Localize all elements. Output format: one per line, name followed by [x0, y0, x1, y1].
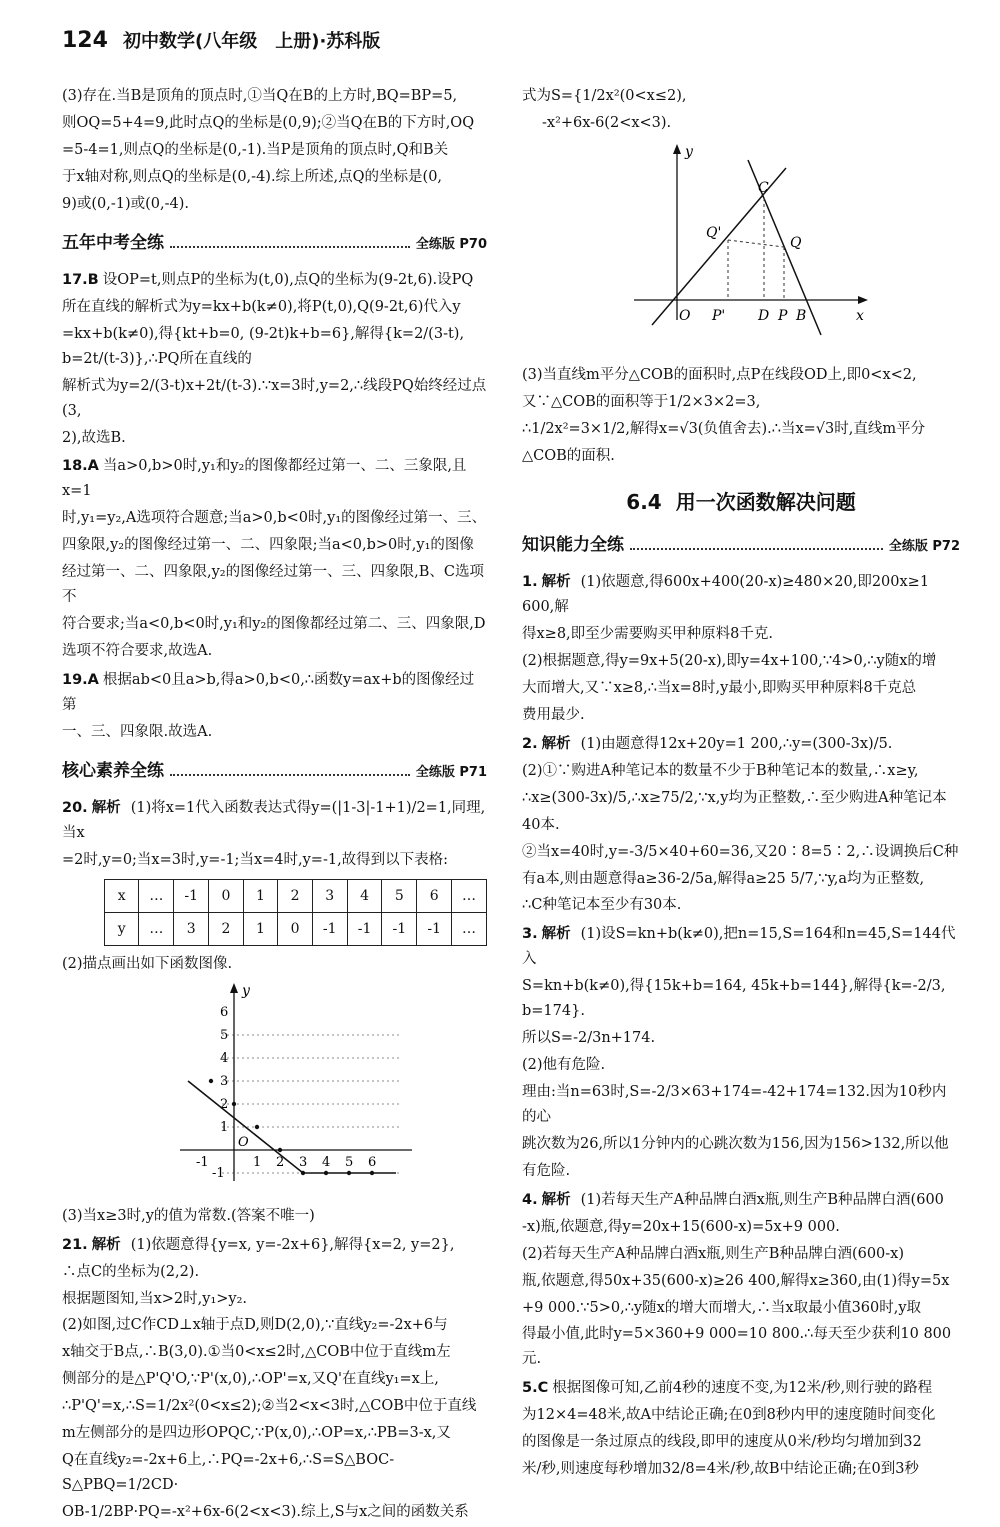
text-line: 一、三、四象限.故选A.: [62, 723, 213, 740]
text-line: [522, 922, 960, 972]
text-line: 根据ab<0且a>b,得a>0,b<0,∴函数y=ax+b的图像经过第: [62, 671, 475, 713]
point-label-b: B: [796, 307, 807, 324]
function-graph: [62, 981, 487, 1191]
answer-number: 19.A: [62, 671, 99, 688]
x-tick-label: 2: [276, 1154, 285, 1170]
text-line: 费用最少.: [522, 706, 585, 723]
text-line: 有危险.: [522, 1162, 571, 1179]
answer-number: 21.: [62, 1236, 88, 1253]
table-cell: 6: [417, 879, 452, 912]
data-point: [301, 1171, 305, 1175]
table-cell: 3: [174, 912, 209, 945]
text-line: (1)将x=1代入函数表达式得y=(|1-3|-1+1)/2=1,同理,当x: [62, 800, 486, 841]
dotted-leader: [630, 536, 883, 550]
text-line: 根据题图知,当x>2时,y₁>y₂.: [62, 1290, 248, 1307]
text-line: 40本.: [522, 816, 560, 833]
data-point: [278, 1148, 282, 1152]
text-line: △COB的面积.: [522, 447, 615, 464]
value-table: [104, 879, 487, 946]
data-point: [324, 1171, 328, 1175]
text-line: 当a>0,b>0时,y₁和y₂的图像都经过第一、二、三象限,且x=1: [62, 458, 467, 500]
text-line: (2)①∵购进A种笔记本的数量不少于B种笔记本的数量,∴x≥y,: [522, 762, 919, 779]
x-axis-label: x: [856, 307, 864, 324]
data-point: [209, 1079, 213, 1083]
point-label-q-prime: Q': [706, 224, 722, 241]
text-line: +9 000.∵5>0,∴y随x的增大而增大,∴当x取最小值360时,y取: [522, 1299, 922, 1316]
point-label-q: Q: [790, 234, 802, 251]
data-point: [370, 1171, 374, 1175]
text-line: -x)瓶,依题意,得y=20x+15(600-x)=5x+9 000.: [522, 1218, 840, 1235]
x-tick-label: 4: [322, 1154, 331, 1170]
point-label-c: C: [758, 179, 769, 196]
text-line: 设OP=t,则点P的坐标为(t,0),点Q的坐标为(9-2t,6).设PQ: [102, 271, 474, 288]
text-line: 式为S={1/2x²(0<x≤2),: [522, 88, 687, 104]
x-tick-label: 6: [368, 1154, 377, 1170]
analysis-tag: 解析: [541, 1191, 571, 1208]
page-number: 124: [62, 28, 108, 53]
table-cell: 1: [243, 879, 278, 912]
table-cell: …: [452, 879, 487, 912]
text-line: (2)若每天生产A种品牌白酒x瓶,则生产B种品牌白酒(600-x): [522, 1245, 905, 1262]
text-line: (1)依题意,得600x+400(20-x)≥480×20,即200x≥1 600,解: [522, 574, 930, 616]
text-line: 理由:当n=63时,S=-2/3×63+174=-42+174=132.因为10秒内的心: [522, 1084, 947, 1125]
point-label-p: P: [778, 307, 788, 324]
table-cell: -1: [312, 912, 347, 945]
point-label-d: D: [758, 307, 770, 324]
y-tick-label: 4: [220, 1050, 229, 1066]
answer-17: [62, 268, 487, 451]
text-line: ②当x=40时,y=-3/5×40+60=36,又20∶8=5∶2,∴设调换后C种: [522, 843, 959, 860]
text-line: [522, 1376, 960, 1401]
left-column: [62, 84, 487, 1527]
text-line: 所在直线的解析式为y=kx+b(k≠0),将P(t,0),Q(9-2t,6)代入y: [62, 298, 461, 315]
table-cell: 0: [278, 912, 313, 945]
text-line: 米/秒,则速度每秒增加32/8=4米/秒,故B中结论正确;在0到3秒: [522, 1461, 919, 1478]
y-tick-label: 2: [220, 1096, 229, 1112]
book-title: 初中数学(八年级 上册)·苏科版: [123, 31, 381, 52]
analysis-tag: 解析: [541, 574, 571, 591]
answer-number: 1.: [522, 574, 538, 591]
text-line: (2)他有危险.: [522, 1057, 606, 1074]
section-header: [62, 229, 487, 258]
section-name: 五年中考全练: [62, 232, 164, 253]
answer-18: [62, 454, 487, 664]
y-tick-label: 6: [220, 1004, 229, 1020]
dotted-leader: [170, 234, 410, 248]
text-line: (2)根据题意,得y=9x+5(20-x),即y=4x+100,∵4>0,∴y随x的增: [522, 653, 937, 669]
table-cell: …: [139, 879, 174, 912]
text-line: 有a本,则由题意得a≥36-2/5a,解得a≥25 5/7,∵y,a均为正整数,: [522, 870, 925, 887]
table-cell: 1: [243, 912, 278, 945]
section-ref: 全练版 P71: [415, 764, 487, 780]
table-cell: x: [105, 879, 139, 912]
text-line: ∴x≥(300-3x)/5,∴x≥75/2,∵x,y均为正整数,∴至少购进A种笔记本: [522, 789, 947, 806]
text-line: Q在直线y₂=-2x+6上,∴PQ=-2x+6,∴S=S△BOC-S△PBQ=1/2CD·: [62, 1452, 395, 1494]
table-cell: -1: [174, 879, 209, 912]
table-cell: …: [452, 912, 487, 945]
piecewise-formula: [522, 84, 960, 136]
y-axis-label: y: [685, 143, 693, 160]
text-line: 得最小值,此时y=5×360+9 000=10 800.∴每天至少获利10 800元.: [522, 1326, 952, 1368]
analysis-tag: 解析: [541, 926, 571, 943]
y-tick-label: 5: [220, 1027, 229, 1043]
answer-1: [522, 570, 960, 728]
data-point: [347, 1171, 351, 1175]
table-cell: -1: [417, 912, 452, 945]
x-axis-arrow-icon: [858, 296, 868, 304]
section-header: [522, 531, 960, 560]
text-line: 9)或(0,-1)或(0,-4).: [62, 195, 190, 212]
answer-4: [522, 1188, 960, 1373]
answer-3: [522, 922, 960, 1183]
text-line: =2时,y=0;当x=3时,y=-1;当x=4时,y=-1,故得到以下表格:: [62, 851, 449, 868]
text-line: 经过第一、二、四象限,y₂的图像经过第一、三、四象限,B、C选项不: [62, 564, 484, 606]
origin-label: O: [679, 307, 691, 324]
table-row: [105, 879, 487, 912]
text-line: 于x轴对称,则点Q的坐标是(0,-4).综上所述,点Q的坐标是(0,: [62, 168, 443, 185]
y-tick-label: 1: [220, 1119, 229, 1135]
chapter-name: 用一次函数解决问题: [675, 489, 856, 514]
text-line: (3)当直线m平分△COB的面积时,点P在线段OD上,即0<x<2,: [522, 366, 917, 383]
text-line: (1)依题意得{y=x, y=-2x+6},解得{x=2, y=2},: [130, 1236, 455, 1253]
text-line: 时,y₁=y₂,A选项符合题意;当a>0,b<0时,y₁的图像经过第一、三、: [62, 510, 487, 527]
answer-2: [522, 732, 960, 919]
answer-number: 3.: [522, 926, 538, 943]
text-line: ∴C种笔记本至少有30本.: [522, 897, 682, 914]
text-line: x轴交于B点,∴B(3,0).①当0<x≤2时,△COB中位于直线m左: [62, 1344, 451, 1361]
analysis-tag: 解析: [541, 735, 571, 752]
x-tick-label: 1: [253, 1154, 262, 1170]
text-line: 选项不符合要求,故选A.: [62, 643, 213, 660]
text-line: (1)由题意得12x+20y=1 200,∴y=(300-3x)/5.: [580, 735, 893, 752]
text-line: (3)存在.当B是顶角的顶点时,①当Q在B的上方时,BQ=BP=5,: [62, 88, 458, 104]
table-cell: …: [139, 912, 174, 945]
text-line: =5-4=1,则点Q的坐标是(0,-1).当P是顶角的顶点时,Q和B关: [62, 141, 449, 158]
table-cell: 0: [209, 879, 244, 912]
chapter-number: 6.4: [626, 489, 662, 514]
answer-19: [62, 668, 487, 745]
y-axis-arrow-icon: [230, 983, 238, 993]
text-line: [62, 668, 487, 718]
text-line: (3)当x≥3时,y的值为常数.(答案不唯一): [62, 1207, 315, 1224]
table-cell: 2: [278, 879, 313, 912]
y-axis-label: y: [242, 982, 250, 999]
text-line: [522, 1188, 960, 1213]
answer-20: [62, 796, 487, 1229]
x-tick-label: 3: [299, 1154, 308, 1170]
part3-block: [522, 363, 960, 469]
text-line: [62, 1233, 487, 1258]
text-line: OB-1/2BP·PQ=-x²+6x-6(2<x<3).综上,S与x之间的函数关系: [62, 1504, 469, 1521]
answer-number: 2.: [522, 735, 538, 752]
function-graph-figure: [62, 981, 487, 1200]
table-cell: -1: [347, 912, 382, 945]
text-line: 大而增大,又∵x≥8,∴当x=8时,y最小,即购买甲种原料8千克总: [522, 679, 917, 696]
answer-number: 18.A: [62, 458, 99, 475]
text-line: S=kn+b(k≠0),得{15k+b=164, 45k+b=144},解得{k=-2/3, b=174}.: [522, 978, 946, 1020]
text-line: [522, 570, 960, 620]
text-line: -x²+6x-6(2<x<3).: [542, 114, 672, 131]
text-line: 四象限,y₂的图像经过第一、二、四象限;当a<0,b>0时,y₁的图像: [62, 537, 474, 554]
table-cell: 2: [209, 912, 244, 945]
x-tick-label: -1: [196, 1154, 209, 1170]
answer-number: 17.B: [62, 271, 99, 288]
text-line: 为12×4=48米,故A中结论正确;在0到8秒内甲的速度随时间变化: [522, 1407, 936, 1424]
page-header: [62, 22, 380, 60]
section-ref: 全练版 P70: [415, 236, 487, 252]
section-name: 核心素养全练: [62, 760, 164, 781]
chapter-title: [522, 485, 960, 519]
text-line: (2)描点画出如下函数图像.: [62, 955, 233, 972]
analysis-tag: 解析: [91, 800, 121, 817]
table-cell: 5: [382, 879, 417, 912]
text-line: ∴点C的坐标为(2,2).: [62, 1263, 200, 1280]
x-tick-label: 5: [345, 1154, 354, 1170]
point-label-p-prime: P': [712, 307, 726, 324]
text-line: (1)设S=kn+b(k≠0),把n=15,S=164和n=45,S=144代入: [522, 926, 956, 968]
right-column: [522, 84, 960, 1484]
answer-5: [522, 1376, 960, 1482]
table-cell: 4: [347, 879, 382, 912]
text-line: 又∵△COB的面积等于1/2×3×2=3,: [522, 393, 761, 410]
text-line: [62, 454, 487, 504]
text-line: m左侧部分的是四边形OPQC,∵P(x,0),∴OP=x,∴PB=3-x,又: [62, 1425, 451, 1442]
table-cell: 3: [312, 879, 347, 912]
y-tick-label: 3: [220, 1073, 229, 1089]
text-line: 则OQ=5+4=9,此时点Q的坐标是(0,9);②当Q在B的下方时,OQ: [62, 114, 475, 131]
triangle-graph-figure: [522, 140, 960, 359]
table-cell: y: [105, 912, 139, 945]
text-line: 跳次数为26,所以1分钟内的心跳次数为156,因为156>132,所以他: [522, 1135, 949, 1152]
text-line: (2)如图,过C作CD⊥x轴于点D,则D(2,0),∵直线y₂=-2x+6与: [62, 1317, 448, 1334]
analysis-tag: 解析: [91, 1236, 121, 1253]
text-line: (1)若每天生产A种品牌白酒x瓶,则生产B种品牌白酒(600: [580, 1191, 944, 1208]
triangle-graph: [522, 140, 960, 350]
answer-21: [62, 1233, 487, 1525]
data-point: [232, 1102, 236, 1106]
intro-block: [62, 84, 487, 217]
text-line: ∴P'Q'=x,∴S=1/2x²(0<x≤2);②当2<x<3时,△COB中位于直线: [62, 1398, 477, 1415]
text-line: [62, 268, 487, 293]
dashed-line: [728, 240, 784, 247]
text-line: =kx+b(k≠0),得{kt+b=0, (9-2t)k+b=6},解得{k=2/(3-t), b=2t/(t-3)},∴PQ所在直线的: [62, 325, 465, 367]
section-ref: 全练版 P72: [888, 538, 960, 554]
text-line: ∴1/2x²=3×1/2,解得x=√3(负值舍去).∴当x=√3时,直线m平分: [522, 420, 926, 437]
answer-number: 4.: [522, 1191, 538, 1208]
text-line: 得x≥8,即至少需要购买甲种原料8千克.: [522, 626, 773, 643]
text-line: 瓶,依题意,得50x+35(600-x)≥26 400,解得x≥360,由(1)得y=5x: [522, 1272, 950, 1289]
table-cell: -1: [382, 912, 417, 945]
text-line: 2),故选B.: [62, 429, 126, 446]
data-point: [255, 1125, 259, 1129]
answer-number: 5.C: [522, 1380, 549, 1397]
answer-number: 20.: [62, 800, 88, 817]
text-line: 所以S=-2/3n+174.: [522, 1030, 656, 1047]
dotted-leader: [170, 762, 410, 776]
text-line: 侧部分的是△P'Q'O,∵P'(x,0),∴OP'=x,又Q'在直线y₁=x上,: [62, 1371, 439, 1388]
text-line: 符合要求;当a<0,b<0时,y₁和y₂的图像都经过第二、三、四象限,D: [62, 616, 486, 633]
y-tick-label: -1: [212, 1165, 225, 1181]
table-row: [105, 912, 487, 945]
y-axis-arrow-icon: [673, 144, 681, 154]
section-header: [62, 757, 487, 786]
section-name: 知识能力全练: [522, 534, 624, 555]
text-line: [522, 732, 960, 757]
origin-label: O: [238, 1134, 249, 1150]
text-line: 根据图像可知,乙前4秒的速度不变,为12米/秒,则行驶的路程: [552, 1380, 933, 1397]
text-line: 解析式为y=2/(3-t)x+2t/(t-3).∵x=3时,y=2,∴线段PQ始终经过点(3,: [62, 377, 487, 419]
text-line: 的图像是一条过原点的线段,即甲的速度从0米/秒均匀增加到32: [522, 1434, 922, 1451]
text-line: [62, 796, 487, 846]
